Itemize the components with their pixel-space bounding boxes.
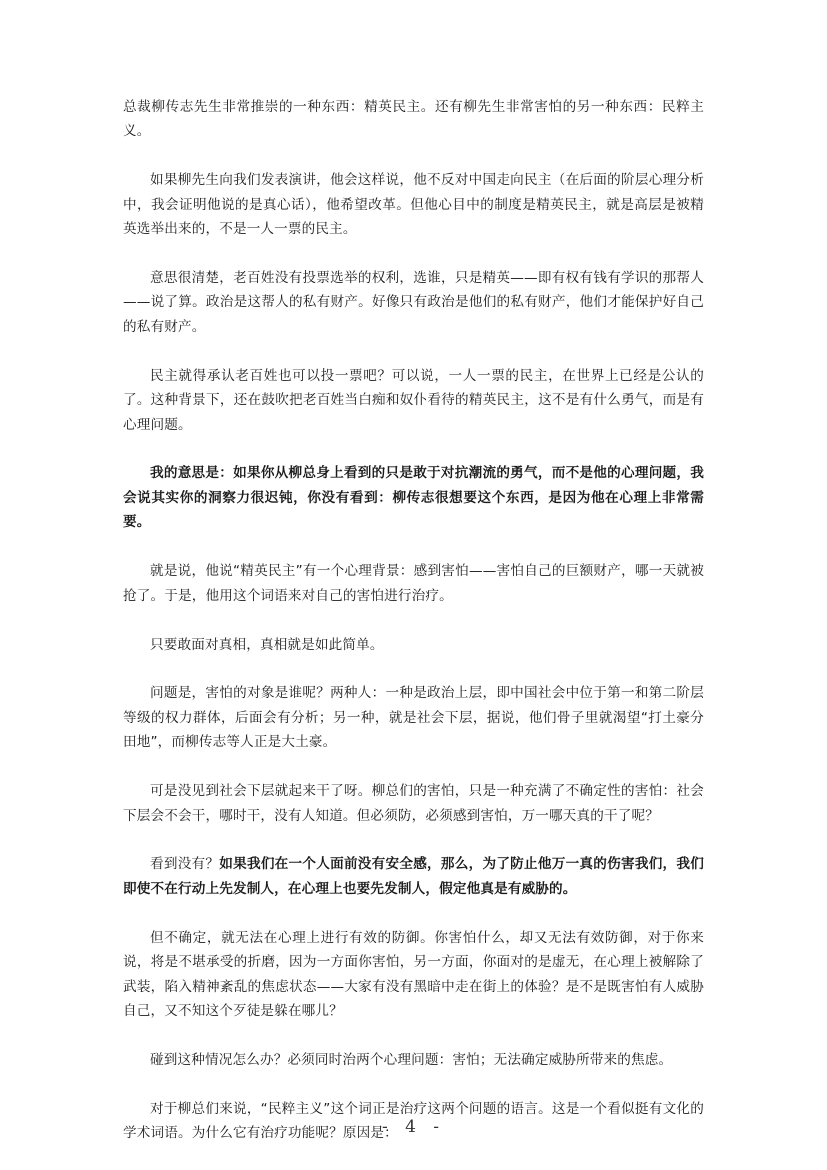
- paragraph-text: 意思很清楚，老百姓没有投票选举的权利，选谁，只是精英——即有权有钱有学识的那帮人——说了算。政治是这帮人的私有财产。好像只有政治是他们的私有财产，他们才能保护好自己的私有财产。: [123, 270, 704, 335]
- paragraph-text: 碰到这种情况怎么办？必须同时治两个心理问题：害怕；无法确定威胁所带来的焦虑。: [150, 1051, 673, 1068]
- paragraph: [123, 559, 704, 608]
- paragraph-text: 对于柳总们来说，“民粹主义”这个词正是治疗这两个问题的语言。这是一个看似挺有文化的学术词语。为什么它有治疗功能呢？原因是：: [123, 1100, 704, 1142]
- paragraph: [123, 633, 704, 657]
- paragraph-text: 只要敢面对真相，真相就是如此简单。: [150, 636, 384, 653]
- paragraph-bold-text: 我的意思是：如果你从柳总身上看到的只是敢于对抗潮流的勇气，而不是他的心理问题，我会说其实你的洞察力很迟钝，你没有看到：柳传志很想要这个东西，是因为他在心理上非常需要。: [123, 465, 704, 531]
- paragraph-text: 可是没见到社会下层就起来干了呀。柳总们的害怕，只是一种充满了不确定性的害怕：社会下层会不会干，哪时干，没有人知道。但必须防，必须感到害怕，万一哪天真的干了呢？: [123, 783, 704, 824]
- paragraph-text: 总裁柳传志先生非常推崇的一种东西：精英民主。还有柳先生非常害怕的另一种东西：民粹主义。: [123, 99, 704, 140]
- paragraph-text: 民主就得承认老百姓也可以投一票吧？可以说，一人一票的民主，在世界上已经是公认的了。这种背景下，还在鼓吹把老百姓当白痴和奴仆看待的精英民主，这不是有什么勇气，而是有心理问题。: [123, 367, 704, 433]
- paragraph: [123, 364, 704, 437]
- paragraph-mixed: [123, 852, 704, 901]
- page-number: - 4 -: [381, 1117, 446, 1137]
- paragraph-text: 如果柳先生向我们发表演讲，他会这样说，他不反对中国走向民主（在后面的阶层心理分析中，我会证明他说的是真心话），他希望改革。但他心目中的制度是精英民主，就是高层是被精英选举出来的，不是一人一票的民主。: [123, 172, 704, 238]
- paragraph: [123, 1048, 704, 1072]
- paragraph-text: 看到没有？: [150, 856, 220, 873]
- paragraph: [123, 779, 704, 828]
- paragraph-text: 就是说，他说“精英民主”有一个心理背景：感到害怕——害怕自己的巨额财产，哪一天就被抢了。于是，他用这个词语来对自己的害怕进行治疗。: [123, 563, 704, 604]
- paragraph: [123, 926, 704, 1024]
- paragraph-text: 但不确定，就无法在心理上进行有效的防御。你害怕什么，却又无法有效防御，对于你来说，将是不堪承受的折磨，因为一方面你害怕，另一方面，你面对的是虚无，在心理上被解除了武装，陷入精神紊乱的焦虑状态——大家有没有黑暗中走在街上的体验？是不是既害怕有人威胁自己，又不知这个歹徒是躲在哪儿？: [123, 929, 704, 1019]
- paragraph-text: 问题是，害怕的对象是谁呢？两种人：一种是政治上层，即中国社会中位于第一和第二阶层等级的权力群体，后面会有分析；另一种，就是社会下层，据说，他们骨子里就渴望“打土豪分田地”，而柳传志等人正是大土豪。: [123, 685, 704, 751]
- document-body: [123, 95, 704, 1170]
- paragraph-bold-text: 如果我们在一个人面前没有安全感，那么，为了防止他万一真的伤害我们，我们即使不在行动上先发制人，在心理上也要先发制人，假定他真是有威胁的。: [123, 856, 704, 897]
- paragraph: [123, 168, 704, 241]
- paragraph-emphasis: [123, 461, 704, 534]
- paragraph: [123, 95, 704, 144]
- paragraph: [123, 681, 704, 754]
- paragraph: [123, 266, 704, 339]
